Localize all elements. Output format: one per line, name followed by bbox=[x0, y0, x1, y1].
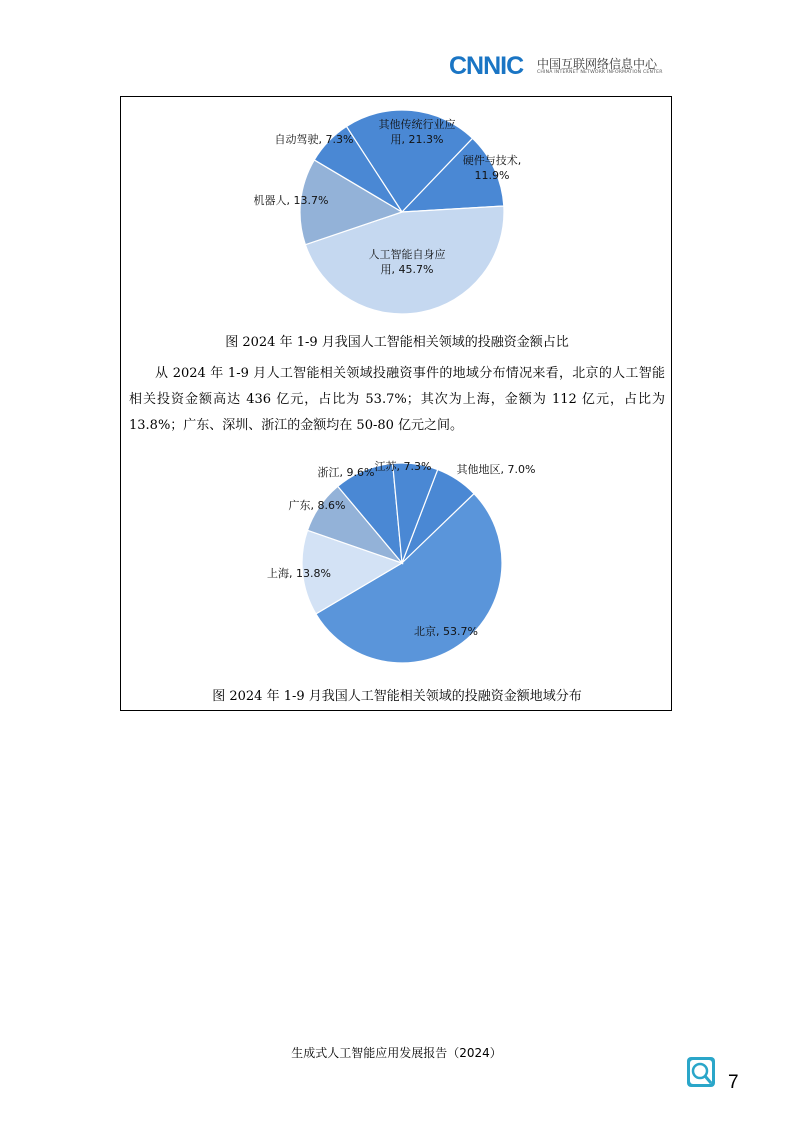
page-number: 7 bbox=[728, 1072, 739, 1093]
org-name: 中国互联网络信息中心 bbox=[537, 57, 658, 71]
pie-label-1: 其他地区, 7.0% bbox=[456, 463, 536, 476]
figure-frame bbox=[120, 96, 672, 711]
logo-mark: CNNIC bbox=[449, 52, 524, 80]
pie-label-4: 机器人, 13.7% bbox=[253, 194, 329, 207]
chart1-caption: 图 2024 年 1-9 月我国人工智能相关领域的投融资金额占比 bbox=[225, 335, 569, 350]
pie-label-1: 其他传统行业应用, 21.3% bbox=[378, 118, 456, 146]
pie-label-2: 硬件与技术, 11.9% bbox=[462, 154, 522, 182]
cnnic-logo bbox=[449, 52, 679, 80]
body-paragraph: 从 2024 年 1-9 月人工智能相关领域投融资事件的地域分布情况来看，北京的人工智能相关投资金额高达 436 亿元，占比为 53.7%；其次为上海，金额为 112 亿元，占比为 13.8%；广东、深圳、浙江的金额均在 50-80 亿元之间。 bbox=[129, 366, 665, 433]
chart2-caption: 图 2024 年 1-9 月我国人工智能相关领域的投融资金额地域分布 bbox=[212, 689, 582, 704]
pie-label-6: 江苏, 7.3% bbox=[374, 460, 432, 473]
pie-chart-region-share bbox=[121, 97, 673, 677]
org-name-en: CHINA INTERNET NETWORK INFORMATION CENTER bbox=[537, 70, 663, 75]
pie-label-4: 广东, 8.6% bbox=[288, 499, 346, 512]
report-title-footer: 生成式人工智能应用发展报告（2024） bbox=[291, 1046, 502, 1060]
pie-label-3: 上海, 13.8% bbox=[267, 567, 331, 580]
pie-label-5: 自动驾驶, 7.3% bbox=[274, 133, 354, 146]
pie-label-2: 北京, 53.7% bbox=[414, 625, 478, 638]
pie-label-3: 人工智能自身应用, 45.7% bbox=[368, 248, 446, 276]
report-logo-icon bbox=[686, 1056, 716, 1088]
pie-label-5: 浙江, 9.6% bbox=[317, 466, 375, 479]
